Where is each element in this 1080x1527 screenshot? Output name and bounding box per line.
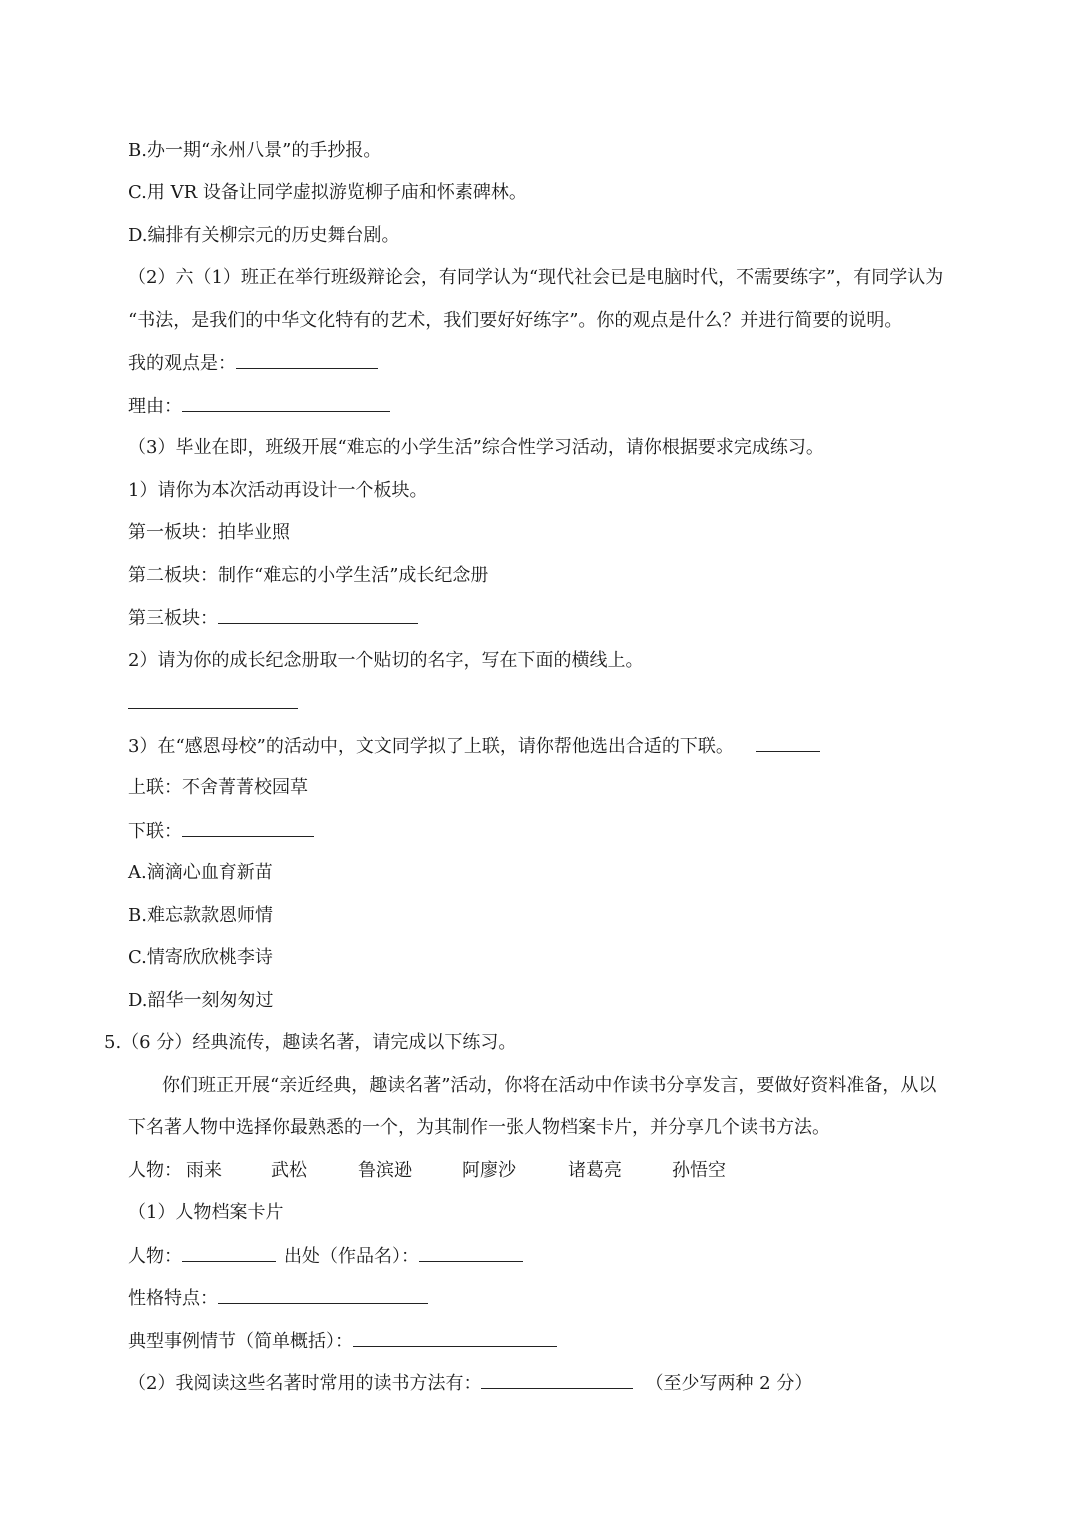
couplet-option-a: A.滴滴心血育新苗 (128, 862, 273, 883)
q3-sub1: 1）请你为本次活动再设计一个板块。 (128, 480, 428, 501)
people-row (128, 1158, 726, 1184)
block1: 第一板块：拍毕业照 (128, 522, 290, 543)
q3-sub2: 2）请为你的成长纪念册取一个贴切的名字，写在下面的横线上。 (128, 650, 644, 671)
opinion-row (128, 350, 378, 376)
q3-sub3: 3）在“感恩母校”的活动中，文文同学拟了上联，请你帮他选出合适的下联。 (128, 736, 734, 757)
couplet-answer-blank[interactable] (756, 733, 820, 752)
couplet-option-d: D.韶华一刻匆匆过 (128, 990, 274, 1011)
reason-row (128, 393, 390, 419)
card-source-label: 出处（作品名）： (284, 1246, 419, 1267)
q5-para1: 你们班正开展“亲近经典，趣读名著”活动，你将在活动中作读书分享发言，要做好资料准备，从以 (162, 1075, 937, 1096)
q5-title: 5.（6 分）经典流传，趣读名著，请完成以下练习。 (104, 1032, 517, 1053)
method-label: （2）我阅读这些名著时常用的读书方法有： (128, 1373, 482, 1394)
q2-line2: “书法，是我们的中华文化特有的艺术，我们要好好练字”。你的观点是什么？并进行简要的说明。 (128, 310, 903, 331)
album-name-blank[interactable] (128, 690, 298, 709)
reason-blank[interactable] (182, 393, 390, 412)
person-1: 雨来 (186, 1160, 222, 1181)
method-note: （至少写两种 2 分） (645, 1373, 813, 1394)
name-row (128, 690, 298, 716)
person-2: 武松 (271, 1160, 307, 1181)
q3-sub3-row (128, 733, 820, 759)
couplet-option-c: C.情寄欣欣桃李诗 (128, 947, 273, 968)
reason-label: 理由： (128, 396, 182, 417)
couplet-option-b: B.难忘款款恩师情 (128, 905, 273, 926)
trait-label: 性格特点： (128, 1288, 218, 1309)
block3-label: 第三板块： (128, 608, 218, 629)
trait-row (128, 1285, 428, 1311)
block2: 第二板块：制作“难忘的小学生活”成长纪念册 (128, 565, 489, 586)
person-5: 诸葛亮 (568, 1160, 622, 1181)
upper-couplet: 上联：不舍菁菁校园草 (128, 777, 308, 798)
person-4: 阿廖沙 (462, 1160, 516, 1181)
person-6: 孙悟空 (672, 1160, 726, 1181)
q2-line1: （2）六（1）班正在举行班级辩论会，有同学认为“现代社会已是电脑时代，不需要练字”，有同学认为 (128, 267, 944, 288)
people-label: 人物： (128, 1160, 182, 1181)
card-person-row (128, 1243, 523, 1269)
event-blank[interactable] (353, 1328, 557, 1347)
event-label: 典型事例情节（简单概括）： (128, 1331, 353, 1352)
card-person-label: 人物： (128, 1246, 182, 1267)
lower-couplet-row (128, 818, 314, 844)
card-person-blank[interactable] (182, 1243, 276, 1262)
lower-couplet-blank[interactable] (182, 818, 314, 837)
card-source-blank[interactable] (419, 1243, 523, 1262)
block3-row (128, 605, 418, 631)
event-row (128, 1328, 557, 1354)
method-row (128, 1370, 812, 1396)
option-d-top: D.编排有关柳宗元的历史舞台剧。 (128, 225, 400, 246)
option-c-top: C.用 VR 设备让同学虚拟游览柳子庙和怀素碑林。 (128, 182, 527, 203)
opinion-label: 我的观点是： (128, 353, 236, 374)
method-blank[interactable] (481, 1370, 633, 1389)
option-b-top: B.办一期“永州八景”的手抄报。 (128, 140, 382, 161)
trait-blank[interactable] (218, 1285, 428, 1304)
q5-para2: 下名著人物中选择你最熟悉的一个，为其制作一张人物档案卡片，并分享几个读书方法。 (128, 1117, 830, 1138)
q3-intro: （3）毕业在即，班级开展“难忘的小学生活”综合性学习活动，请你根据要求完成练习。 (128, 437, 824, 458)
block3-blank[interactable] (218, 605, 418, 624)
person-3: 鲁滨逊 (358, 1160, 412, 1181)
opinion-blank[interactable] (236, 350, 378, 369)
lower-label: 下联： (128, 821, 182, 842)
card-title: （1）人物档案卡片 (128, 1202, 284, 1223)
